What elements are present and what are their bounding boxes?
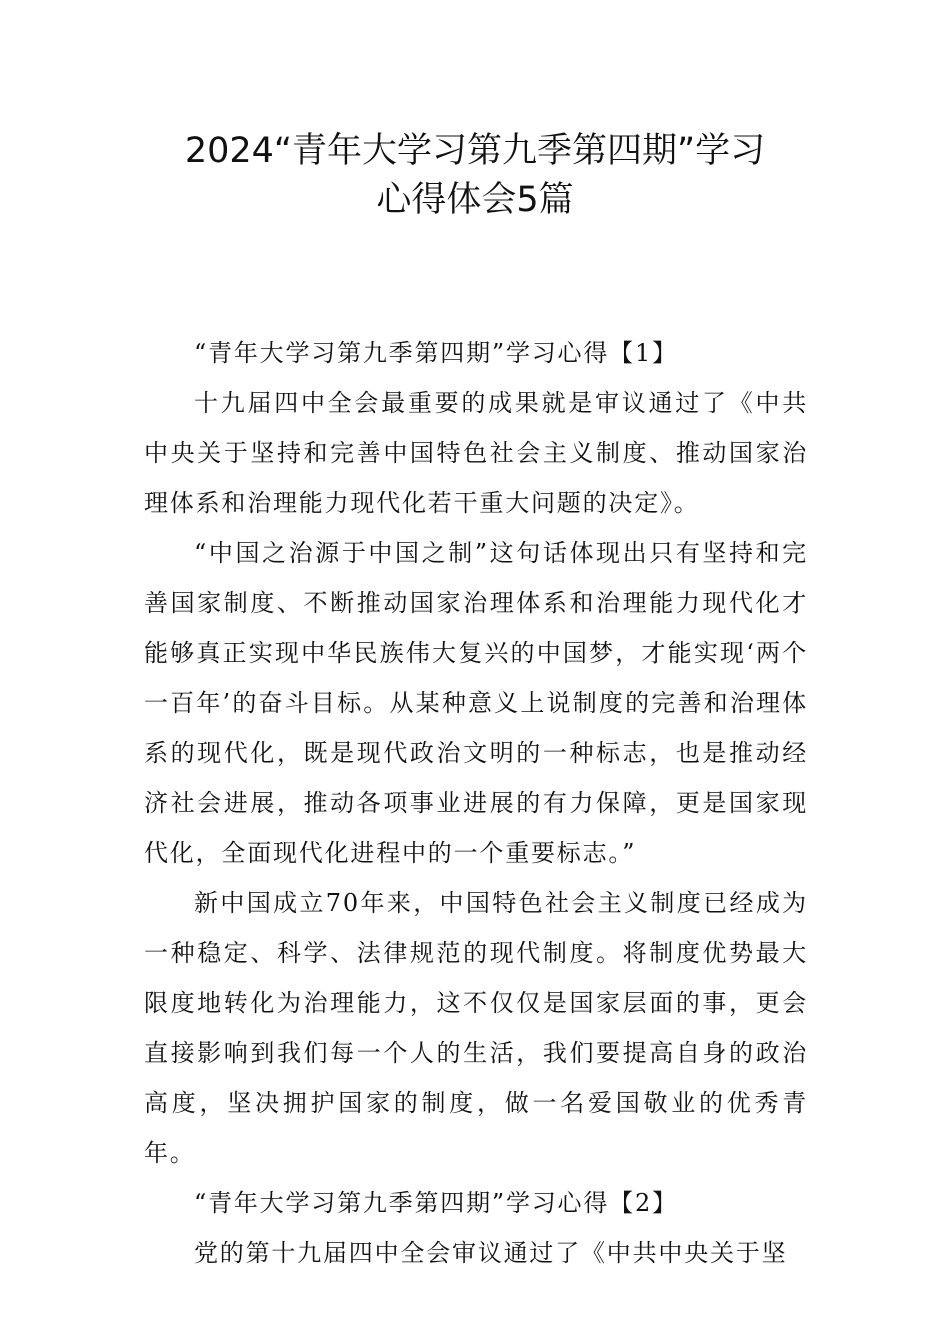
document-title-line-1: 2024“青年大学习第九季第四期”学习 [184, 131, 766, 171]
section-heading-2: “青年大学习第九季第四期”学习心得【2】 [194, 1189, 678, 1217]
body-paragraph: “中国之治源于中国之制”这句话体现出只有坚持和完善国家制度、不断推动国家治理体系和治理能力现代化才能够真正实现中华民族伟大复兴的中国梦，才能实现‘两个一百年’的奋斗目标。从某种意义上说制度的完善和治理体系的现代化，既是现代政治文明的一种标志，也是推动经济社会进展，推动各项事业进展的有力保障，更是国家现代化，全面现代化进程中的一个重要标志。” [144, 539, 808, 867]
document-body [144, 328, 808, 1278]
section-heading-1: “青年大学习第九季第四期”学习心得【1】 [194, 339, 678, 367]
document-title-line-2: 心得体会5篇 [376, 180, 574, 220]
body-paragraph: 党的第十九届四中全会审议通过了《中共中央关于坚 [194, 1239, 788, 1267]
body-paragraph: 十九届四中全会最重要的成果就是审议通过了《中共中央关于坚持和完善中国特色社会主义制度、推动国家治理体系和治理能力现代化若干重大问题的决定》。 [144, 389, 808, 517]
body-paragraph: 新中国成立70年来，中国特色社会主义制度已经成为一种稳定、科学、法律规范的现代制度。将制度优势最大限度地转化为治理能力，这不仅仅是国家层面的事，更会直接影响到我们每一个人的生活，我们要提高自身的政治高度，坚决拥护国家的制度，做一名爱国敬业的优秀青年。 [144, 889, 808, 1167]
